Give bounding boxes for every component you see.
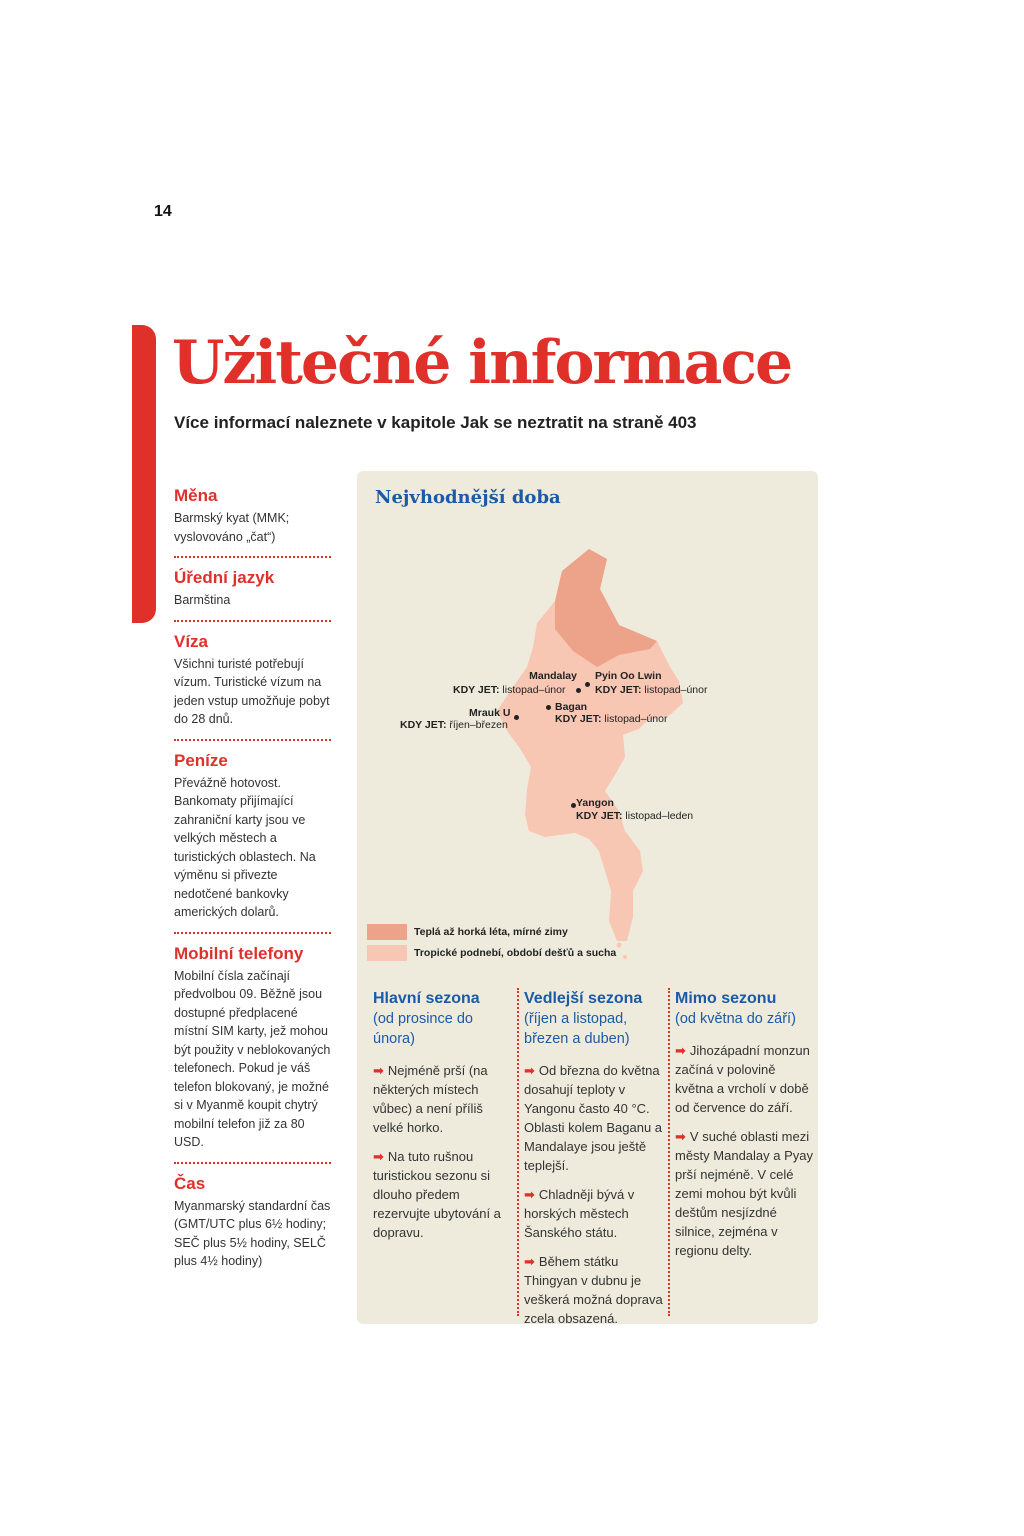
city-bagan-name: Bagan — [555, 701, 588, 713]
season-point: ➡ V suché oblasti mezi městy Mandalay a Pyay prší nejméně. V celé zemi mohou být kvůli deštům nesjízdné silnice, zejména v regionu delty. — [675, 1129, 814, 1258]
city-dot — [514, 715, 519, 720]
fact-text: Barmština — [174, 593, 231, 607]
city-dot — [585, 682, 590, 687]
fact-visa — [174, 632, 331, 741]
season-period: (říjen a listopad, březen a duben) — [524, 1011, 630, 1047]
legend-swatch-warm — [367, 924, 407, 940]
map-island — [623, 955, 627, 959]
page-number: 14 — [154, 203, 172, 220]
season-point: ➡ Od března do května dosahují teploty v Yangonu často 40 °C. Oblasti kolem Baganu a Mandalaye jsou ještě teplejší. — [524, 1063, 663, 1173]
fact-language — [174, 568, 331, 622]
season-high — [373, 988, 513, 1313]
fact-heading: Úřední jazyk — [174, 568, 275, 587]
season-period: (od května do září) — [675, 1011, 796, 1027]
arrow-right-icon: ➡ — [524, 1254, 535, 1269]
page-title: Užitečné informace — [172, 328, 792, 398]
season-title: Mimo sezonu — [675, 990, 777, 1007]
city-pyin-oo-lwin-name: Pyin Oo Lwin — [595, 670, 662, 682]
season-shoulder — [524, 988, 664, 1326]
legend-swatch-tropical — [367, 945, 407, 961]
city-mrauk-u-name: Mrauk U — [469, 707, 511, 719]
season-divider — [668, 988, 670, 1316]
city-yangon-name: Yangon — [576, 797, 614, 809]
city-dot — [546, 705, 551, 710]
season-point: ➡ Nejméně prší (na některých místech vůbec) a není příliš velké horko. — [373, 1063, 488, 1135]
city-dot — [571, 803, 576, 808]
season-point: ➡ Během státku Thingyan v dubnu je veškerá možná doprava zcela obsazená. — [524, 1254, 663, 1326]
city-mandalay-when: KDY JET: listopad–únor — [453, 684, 566, 696]
facts-sidebar — [174, 486, 331, 1291]
season-title: Vedlejší sezona — [524, 990, 643, 1007]
fact-text: Mobilní čísla začínají předvolbou 09. Běžně jsou dostupné předplacené místní SIM karty, jež mohou být použity v neblokovaných telefonech. Pokud je váš telefon blokovaný, je možné si v Myanmě koupit chytrý mobilní telefon již za 80 USD. — [174, 968, 331, 1149]
fact-text: Barmský kyat (MMK; vyslovováno „čat“) — [174, 511, 290, 544]
map-island — [617, 943, 622, 948]
fact-text: Všichni turisté potřebují vízum. Turistické vízum na jeden vstup umožňuje pobyt do 28 dnů. — [174, 656, 330, 726]
best-time-panel — [357, 471, 818, 1324]
season-point: ➡ Na tuto rušnou turistickou sezonu si dlouho předem rezervujte ubytování a dopravu. — [373, 1149, 501, 1240]
arrow-right-icon: ➡ — [524, 1187, 535, 1202]
season-period: (od prosince do února) — [373, 1011, 473, 1047]
city-mrauk-u-when: KDY JET: říjen–březen — [400, 719, 508, 731]
fact-heading: Čas — [174, 1173, 206, 1193]
fact-heading: Víza — [174, 631, 209, 651]
map-legend — [367, 923, 616, 965]
city-mandalay-name: Mandalay — [529, 670, 577, 682]
season-point: ➡ Jihozápadní monzun začíná v polovině května a vrcholí v době od července do září. — [675, 1043, 810, 1115]
season-title: Hlavní sezona — [373, 990, 480, 1007]
arrow-right-icon: ➡ — [675, 1129, 686, 1144]
arrow-right-icon: ➡ — [675, 1043, 686, 1058]
panel-title: Nejvhodnější doba — [375, 487, 561, 508]
fact-text: Převážně hotovost. Bankomaty přijímající zahraniční karty jsou ve velkých městech a turistických oblastech. Na výměnu si přivezte nedotčené bankovky amerických dolarů. — [174, 775, 316, 919]
legend-item-warm: Teplá až horká léta, mírné zimy — [367, 923, 616, 941]
page-subtitle: Více informací naleznete v kapitole Jak se neztratit na straně 403 — [174, 413, 697, 432]
fact-time — [174, 1174, 331, 1281]
city-dot — [576, 688, 581, 693]
fact-text: Myanmarský standardní čas (GMT/UTC plus 6½ hodiny; SEČ plus 5½ hodiny, SELČ plus 4½ hodiny) — [174, 1198, 331, 1268]
season-point: ➡ Chladněji bývá v horských městech Šanského státu. — [524, 1187, 635, 1240]
city-pyin-oo-lwin-when: KDY JET: listopad–únor — [595, 684, 708, 696]
fact-heading: Měna — [174, 486, 218, 505]
arrow-right-icon: ➡ — [524, 1063, 535, 1078]
season-divider — [517, 988, 519, 1316]
city-bagan-when: KDY JET: listopad–únor — [555, 713, 668, 725]
city-yangon-when: KDY JET: listopad–leden — [576, 810, 694, 822]
seasons — [367, 988, 814, 1326]
arrow-right-icon: ➡ — [373, 1149, 384, 1164]
arrow-right-icon: ➡ — [373, 1063, 384, 1078]
accent-bar — [132, 325, 156, 623]
legend-item-tropical: Tropické podnebí, období dešťů a sucha — [367, 944, 616, 962]
fact-heading: Peníze — [174, 750, 228, 770]
fact-currency — [174, 486, 331, 558]
fact-heading: Mobilní telefony — [174, 943, 304, 963]
fact-money — [174, 751, 331, 934]
fact-mobile — [174, 944, 331, 1164]
season-low — [675, 988, 815, 1313]
